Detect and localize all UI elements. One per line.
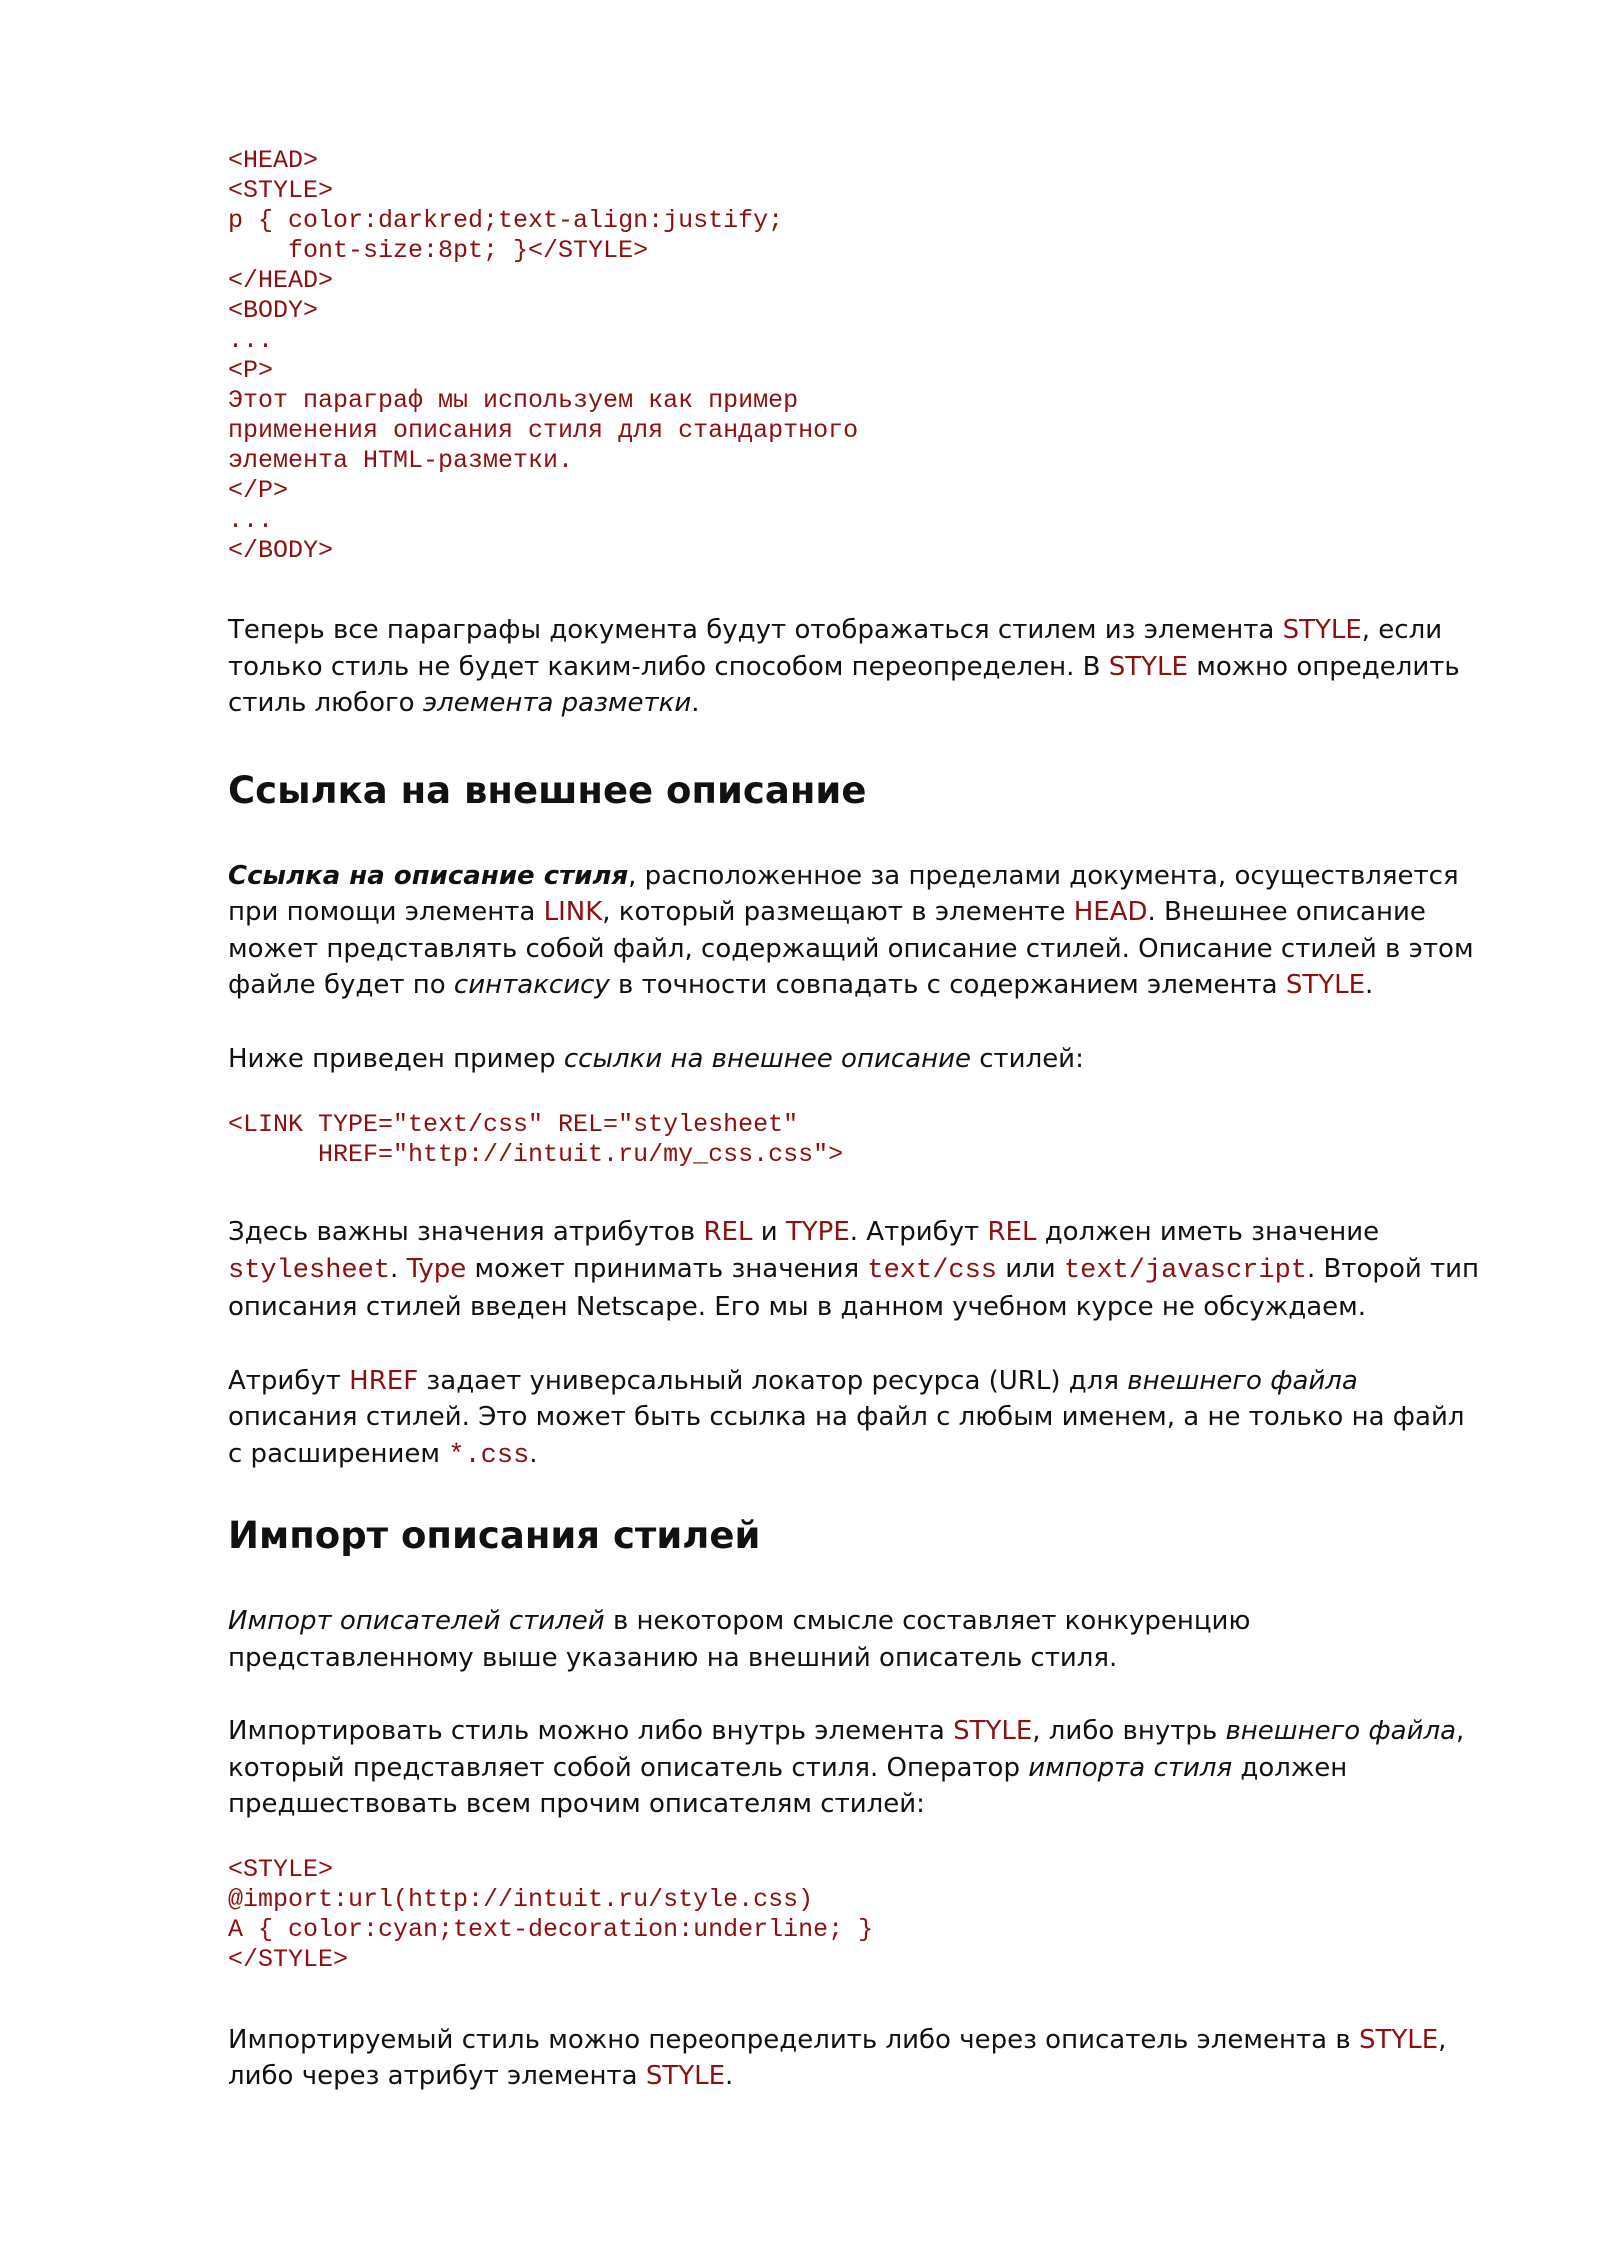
code-line: <P> — [228, 356, 274, 385]
code-line: элемента HTML-разметки. — [228, 446, 574, 475]
code-term: HREF — [349, 1365, 419, 1396]
code-term: HEAD — [1073, 897, 1148, 927]
code-line: ... — [228, 326, 274, 355]
document-page — [228, 146, 1483, 2095]
code-term: LINK — [543, 897, 603, 927]
paragraph-rel-type: Здесь важны значения атрибутов REL и TYPE. Атрибут REL должен иметь значение stylesheet. Type может принимать значения text/css или text/javascript. Второй тип описания стилей введен Netscape. Его мы в данном учебном курсе не обсуждаем. — [228, 1217, 1480, 1322]
code-block-import-example — [228, 1855, 1483, 1975]
mono-term: stylesheet — [228, 1255, 391, 1286]
code-line: A { color:cyan;text-decoration:underline; } — [228, 1914, 874, 1944]
code-line: </STYLE> — [228, 1944, 349, 1974]
code-line: <STYLE> — [228, 176, 334, 205]
section-heading-external: Ссылка на внешнее описание — [228, 768, 867, 812]
code-block-link-example — [228, 1110, 1483, 1170]
paragraph-link-definition: Ссылка на описание стиля, расположенное за пределами документа, осуществляется при помощи элемента LINK, который размещают в элементе HEAD. Внешнее описание может представлять собой файл, содержащий описание стилей. Описание стилей в этом файле будет по синтаксису в точности совпадать с содержанием элемента STYLE. — [228, 860, 1474, 1000]
italic-term: элемента разметки — [422, 688, 692, 718]
italic-term: внешнего файла — [1225, 1716, 1457, 1746]
paragraph-style-scope: Теперь все параграфы документа будут отображаться стилем из элемента STYLE, если только стиль не будет каким-либо способом переопределен. В STYLE можно определить стиль любого элемента разметки. — [228, 615, 1460, 718]
code-line: <HEAD> — [228, 146, 319, 175]
section-heading-import: Импорт описания стилей — [228, 1514, 761, 1557]
bold-italic-term: Ссылка на описание стиля — [228, 860, 629, 891]
code-term: STYLE — [1358, 2024, 1439, 2055]
code-line: <LINK TYPE="text/css" REL="stylesheet" — [228, 1110, 799, 1139]
paragraph-import-intro: Импорт описателей стилей в некотором смысле составляет конкуренцию представленному выше указанию на внешний описатель стиля. — [228, 1606, 1251, 1673]
mono-term: text/javascript — [1063, 1255, 1308, 1286]
code-line: Этот параграф мы используем как пример — [228, 386, 799, 415]
code-line: p { color:darkred;text-align:justify; — [228, 206, 784, 235]
paragraph-href: Атрибут HREF задает универсальный локатор ресурса (URL) для внешнего файла описания стилей. Это может быть ссылка на файл с любым именем, а не только на файл с расширением *.css. — [228, 1365, 1465, 1471]
code-line: </BODY> — [228, 536, 334, 565]
code-term: TYPE — [785, 1217, 850, 1247]
code-line: @import:url(http://intuit.ru/style.css) — [228, 1884, 814, 1914]
code-line: HREF="http://intuit.ru/my_css.css"> — [228, 1140, 844, 1169]
code-term: Type — [406, 1253, 467, 1284]
mono-term: text/css — [867, 1255, 998, 1286]
mono-term: *.css — [448, 1440, 530, 1471]
code-line: </HEAD> — [228, 266, 334, 295]
code-line: <BODY> — [228, 296, 319, 325]
italic-term: синтаксису — [453, 970, 610, 1000]
code-term: REL — [987, 1217, 1037, 1247]
paragraph-import-override: Импортируемый стиль можно переопределить либо через описатель элемента в STYLE, либо через атрибут элемента STYLE. — [228, 2024, 1447, 2091]
paragraph-import-where: Импортировать стиль можно либо внутрь элемента STYLE, либо внутрь внешнего файла, который представляет собой описатель стиля. Оператор импорта стиля должен предшествовать всем прочим описателям стилей: — [228, 1716, 1465, 1819]
code-term: STYLE — [1285, 970, 1366, 1000]
code-term: STYLE — [645, 2061, 726, 2091]
code-line: </P> — [228, 476, 289, 505]
italic-term: ссылки на внешнее описание — [563, 1043, 971, 1074]
code-line: font-size:8pt; }</STYLE> — [228, 236, 649, 265]
code-term: STYLE — [1108, 651, 1188, 682]
italic-term: внешнего файла — [1127, 1365, 1358, 1396]
italic-term: Импорт описателей стилей — [228, 1606, 605, 1636]
code-term: STYLE — [1282, 615, 1362, 645]
code-line: применения описания стиля для стандартного — [228, 416, 859, 445]
code-term: REL — [703, 1217, 753, 1247]
code-term: STYLE — [953, 1716, 1033, 1746]
code-block-style-example — [228, 146, 1483, 566]
italic-term: импорта стиля — [1028, 1752, 1233, 1783]
code-line: ... — [228, 506, 274, 535]
code-line: <STYLE> — [228, 1854, 334, 1884]
paragraph-link-example-intro: Ниже приведен пример ссылки на внешнее описание стилей: — [228, 1043, 1084, 1074]
